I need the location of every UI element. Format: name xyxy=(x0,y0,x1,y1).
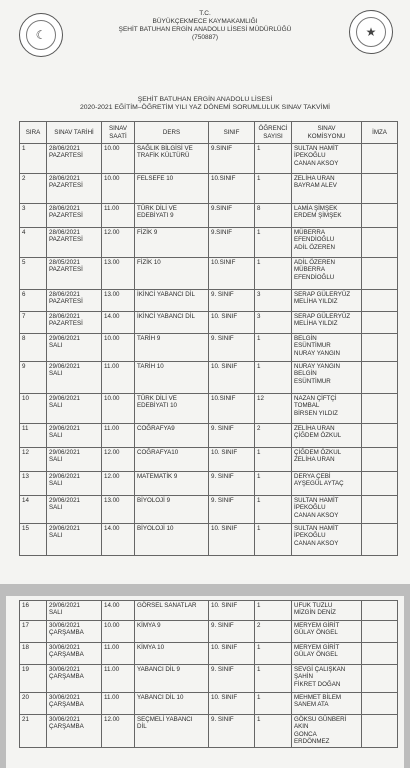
exam-date: 30/06/2021 ÇARŞAMBA xyxy=(47,693,102,715)
class-level: 9.SINIF xyxy=(209,204,255,228)
row-number: 1 xyxy=(20,144,47,174)
class-level: 10. SINIF xyxy=(209,643,255,665)
row-number: 21 xyxy=(20,715,47,748)
signature-cell xyxy=(362,601,398,621)
row-number: 12 xyxy=(20,448,47,472)
exam-time: 12.00 xyxy=(102,715,135,748)
header-committee: SINAV KOMİSYONU xyxy=(292,122,362,144)
table-row xyxy=(20,524,398,556)
table-row xyxy=(20,334,398,362)
row-number: 5 xyxy=(20,258,47,290)
exam-date: 30/06/2021 ÇARŞAMBA xyxy=(47,665,102,693)
student-count: 1 xyxy=(255,496,292,524)
class-level: 9. SINIF xyxy=(209,424,255,448)
course-name: YABANCI DİL 10 xyxy=(135,693,209,715)
table-row xyxy=(20,144,398,174)
row-number: 2 xyxy=(20,174,47,204)
table-header-row xyxy=(20,122,398,144)
exam-time: 10.00 xyxy=(102,621,135,643)
student-count: 1 xyxy=(255,258,292,290)
exam-time: 14.00 xyxy=(102,312,135,334)
student-count: 1 xyxy=(255,601,292,621)
course-name: KİMYA 9 xyxy=(135,621,209,643)
header-time: SINAV SAATİ xyxy=(102,122,135,144)
table-row xyxy=(20,204,398,228)
table-row xyxy=(20,290,398,312)
exam-time: 11.00 xyxy=(102,643,135,665)
class-level: 10. SINIF xyxy=(209,524,255,556)
course-name: BİYOLOJİ 9 xyxy=(135,496,209,524)
exam-time: 13.00 xyxy=(102,290,135,312)
student-count: 1 xyxy=(255,643,292,665)
course-name: TÜRK DİLİ VE EDEBİYATI 9 xyxy=(135,204,209,228)
exam-time: 10.00 xyxy=(102,174,135,204)
student-count: 1 xyxy=(255,472,292,496)
exam-committee: MÜBERRA EFENDİOĞLU ADİL ÖZEREN xyxy=(292,228,362,258)
exam-date: 29/06/2021 SALI xyxy=(47,362,102,394)
student-count: 3 xyxy=(255,290,292,312)
row-number: 17 xyxy=(20,621,47,643)
student-count: 1 xyxy=(255,362,292,394)
course-name: BİYOLOJİ 10 xyxy=(135,524,209,556)
table-row xyxy=(20,715,398,748)
student-count: 12 xyxy=(255,394,292,424)
row-number: 15 xyxy=(20,524,47,556)
class-level: 9. SINIF xyxy=(209,621,255,643)
table-row xyxy=(20,424,398,448)
exam-committee: SERAP GÜLERYÜZ MELİHA YILDIZ xyxy=(292,290,362,312)
exam-time: 12.00 xyxy=(102,228,135,258)
exam-committee: SULTAN HAMİT İPEKOĞLU CANAN AKSOY xyxy=(292,524,362,556)
class-level: 10. SINIF xyxy=(209,312,255,334)
student-count: 1 xyxy=(255,448,292,472)
exam-committee: MERYEM GİRİT GÜLAY ÖNGEL xyxy=(292,643,362,665)
class-level: 10.SINIF xyxy=(209,258,255,290)
row-number: 3 xyxy=(20,204,47,228)
signature-cell xyxy=(362,524,398,556)
exam-date: 28/06/2021 PAZARTESİ xyxy=(47,312,102,334)
exam-committee: BELGİN ESÜNTİMUR NURAY YANGIN xyxy=(292,334,362,362)
course-name: MATEMATİK 9 xyxy=(135,472,209,496)
signature-cell xyxy=(362,290,398,312)
student-count: 1 xyxy=(255,665,292,693)
exam-committee: SULTAN HAMİT İPEKOĞLU CANAN AKSOY xyxy=(292,496,362,524)
class-level: 9. SINIF xyxy=(209,334,255,362)
signature-cell xyxy=(362,144,398,174)
class-level: 10.SINIF xyxy=(209,394,255,424)
student-count: 1 xyxy=(255,524,292,556)
exam-date: 28/06/2021 PAZARTESİ xyxy=(47,174,102,204)
title-school: ŞEHİT BATUHAN ERGİN ANADOLU LİSESİ xyxy=(137,96,273,103)
table-row xyxy=(20,643,398,665)
student-count: 1 xyxy=(255,334,292,362)
exam-time: 12.00 xyxy=(102,472,135,496)
class-level: 9. SINIF xyxy=(209,290,255,312)
class-level: 9.SINIF xyxy=(209,144,255,174)
signature-cell xyxy=(362,621,398,643)
exam-date: 29/06/2021 SALI xyxy=(47,424,102,448)
exam-committee: UFUK TUZLU MİZGİN DENİZ xyxy=(292,601,362,621)
signature-cell xyxy=(362,643,398,665)
row-number: 19 xyxy=(20,665,47,693)
table-row xyxy=(20,228,398,258)
exam-committee: ZELİHA URAN BAYRAM ALEV xyxy=(292,174,362,204)
exam-committee: GÖKSU GÜNBERİ AKIN GONCA ERDÖNMEZ xyxy=(292,715,362,748)
table-row xyxy=(20,472,398,496)
header-code: (750887) xyxy=(191,34,219,41)
header-course: DERS xyxy=(135,122,209,144)
header-signature: İMZA xyxy=(362,122,398,144)
class-level: 10. SINIF xyxy=(209,693,255,715)
exam-date: 28/06/2021 PAZARTESİ xyxy=(47,290,102,312)
signature-cell xyxy=(362,715,398,748)
student-count: 1 xyxy=(255,693,292,715)
exam-date: 30/06/2021 ÇARŞAMBA xyxy=(47,621,102,643)
signature-cell xyxy=(362,228,398,258)
exam-time: 10.00 xyxy=(102,394,135,424)
exam-time: 10.00 xyxy=(102,334,135,362)
row-number: 4 xyxy=(20,228,47,258)
course-name: İKİNCİ YABANCI DİL xyxy=(135,312,209,334)
signature-cell xyxy=(362,693,398,715)
exam-committee: MEHMET BİLEM SANEM ATA xyxy=(292,693,362,715)
exam-time: 11.00 xyxy=(102,362,135,394)
school-emblem-icon: ★ xyxy=(349,10,393,54)
course-name: COĞRAFYA9 xyxy=(135,424,209,448)
exam-date: 29/06/2021 SALI xyxy=(47,496,102,524)
course-name: FİZİK 9 xyxy=(135,228,209,258)
student-count: 1 xyxy=(255,715,292,748)
row-number: 7 xyxy=(20,312,47,334)
course-name: FELSEFE 10 xyxy=(135,174,209,204)
exam-date: 28/06/2021 PAZARTESİ xyxy=(47,144,102,174)
exam-date: 29/06/2021 SALI xyxy=(47,601,102,621)
table-row xyxy=(20,496,398,524)
exam-time: 11.00 xyxy=(102,665,135,693)
exam-time: 13.00 xyxy=(102,496,135,524)
exam-schedule-table-continued xyxy=(19,600,398,748)
exam-committee: ADİL ÖZEREN MÜBERRA EFENDİOĞLU xyxy=(292,258,362,290)
exam-committee: DERYA ÇEBİ AYŞEGÜL AYTAÇ xyxy=(292,472,362,496)
table-row xyxy=(20,448,398,472)
course-name: KİMYA 10 xyxy=(135,643,209,665)
header-date: SINAV TARİHİ xyxy=(47,122,102,144)
exam-committee: ÇİĞDEM ÖZKUL ZELİHA URAN xyxy=(292,448,362,472)
course-name: YABANCI DİL 9 xyxy=(135,665,209,693)
course-name: SAĞLIK BİLGİSİ VE TRAFİK KÜLTÜRÜ xyxy=(135,144,209,174)
exam-schedule-table xyxy=(19,121,398,556)
table-row xyxy=(20,174,398,204)
student-count: 1 xyxy=(255,228,292,258)
table-row xyxy=(20,312,398,334)
exam-time: 11.00 xyxy=(102,693,135,715)
class-level: 10. SINIF xyxy=(209,448,255,472)
header-tc: T.C. xyxy=(199,10,211,17)
exam-date: 28/06/2021 PAZARTESİ xyxy=(47,228,102,258)
ministry-seal-icon: ☾ xyxy=(19,13,63,57)
course-name: COĞRAFYA10 xyxy=(135,448,209,472)
row-number: 14 xyxy=(20,496,47,524)
class-level: 10. SINIF xyxy=(209,362,255,394)
course-name: GÖRSEL SANATLAR xyxy=(135,601,209,621)
signature-cell xyxy=(362,204,398,228)
signature-cell xyxy=(362,448,398,472)
row-number: 8 xyxy=(20,334,47,362)
exam-committee: SEVGİ ÇALIŞKAN ŞAHİN FİKRET DOĞAN xyxy=(292,665,362,693)
course-name: SEÇMELİ YABANCI DİL xyxy=(135,715,209,748)
header-count: ÖĞRENCİ SAYISI xyxy=(255,122,292,144)
signature-cell xyxy=(362,312,398,334)
header-office: BÜYÜKÇEKMECE KAYMAKAMLIĞI xyxy=(152,18,258,25)
class-level: 9. SINIF xyxy=(209,665,255,693)
signature-cell xyxy=(362,334,398,362)
class-level: 9. SINIF xyxy=(209,472,255,496)
row-number: 20 xyxy=(20,693,47,715)
exam-date: 29/06/2021 SALI xyxy=(47,472,102,496)
table-row xyxy=(20,601,398,621)
signature-cell xyxy=(362,496,398,524)
student-count: 1 xyxy=(255,144,292,174)
exam-committee: SULTAN HAMİT İPEKOĞLU CANAN AKSOY xyxy=(292,144,362,174)
exam-committee: MERYEM GİRİT GÜLAY ÖNGEL xyxy=(292,621,362,643)
exam-committee: NAZAN ÇİFTÇİ TOMBAL BİRSEN YILDIZ xyxy=(292,394,362,424)
exam-date: 29/06/2021 SALI xyxy=(47,334,102,362)
class-level: 9. SINIF xyxy=(209,715,255,748)
exam-committee: LAMİA ŞİMŞEK ERDEM ŞİMŞEK xyxy=(292,204,362,228)
class-level: 9. SINIF xyxy=(209,496,255,524)
table-row xyxy=(20,693,398,715)
exam-date: 29/06/2021 SALI xyxy=(47,448,102,472)
title-exam: 2020-2021 EĞİTİM–ÖĞRETİM YILI YAZ DÖNEMİ SORUMLULUK SINAV TAKVİMİ xyxy=(79,104,331,111)
row-number: 6 xyxy=(20,290,47,312)
exam-time: 11.00 xyxy=(102,424,135,448)
exam-time: 12.00 xyxy=(102,448,135,472)
exam-committee: SERAP GÜLERYÜZ MELİHA YILDIZ xyxy=(292,312,362,334)
student-count: 8 xyxy=(255,204,292,228)
signature-cell xyxy=(362,472,398,496)
course-name: TARİH 10 xyxy=(135,362,209,394)
course-name: İKİNCİ YABANCI DİL xyxy=(135,290,209,312)
exam-time: 14.00 xyxy=(102,524,135,556)
exam-committee: NURAY YANGIN BELGİN ESÜNTİMUR xyxy=(292,362,362,394)
header-sira: SIRA xyxy=(20,122,47,144)
student-count: 3 xyxy=(255,312,292,334)
exam-date: 30/06/2021 ÇARŞAMBA xyxy=(47,643,102,665)
row-number: 10 xyxy=(20,394,47,424)
signature-cell xyxy=(362,394,398,424)
table-row xyxy=(20,665,398,693)
exam-date: 29/06/2021 SALI xyxy=(47,394,102,424)
document-page-2 xyxy=(6,596,404,768)
exam-committee: ZELİHA URAN ÇİĞDEM ÖZKUL xyxy=(292,424,362,448)
exam-date: 28/05/2021 PAZARTESİ xyxy=(47,258,102,290)
table-row xyxy=(20,362,398,394)
course-name: FİZİK 10 xyxy=(135,258,209,290)
exam-date: 30/06/2021 ÇARŞAMBA xyxy=(47,715,102,748)
class-level: 9.SINIF xyxy=(209,228,255,258)
course-name: TÜRK DİLİ VE EDEBİYATI 10 xyxy=(135,394,209,424)
exam-time: 13.00 xyxy=(102,258,135,290)
signature-cell xyxy=(362,258,398,290)
exam-time: 10.00 xyxy=(102,144,135,174)
table-row xyxy=(20,621,398,643)
exam-date: 28/06/2021 PAZARTESİ xyxy=(47,204,102,228)
signature-cell xyxy=(362,174,398,204)
exam-date: 29/06/2021 SALI xyxy=(47,524,102,556)
header-directorate: ŞEHİT BATUHAN ERGİN ANADOLU LİSESİ MÜDÜRLÜĞÜ xyxy=(118,26,292,33)
student-count: 1 xyxy=(255,174,292,204)
row-number: 9 xyxy=(20,362,47,394)
row-number: 18 xyxy=(20,643,47,665)
table-row xyxy=(20,394,398,424)
row-number: 13 xyxy=(20,472,47,496)
student-count: 2 xyxy=(255,424,292,448)
row-number: 16 xyxy=(20,601,47,621)
header-grade: SINIF xyxy=(209,122,255,144)
class-level: 10. SINIF xyxy=(209,601,255,621)
course-name: TARİH 9 xyxy=(135,334,209,362)
row-number: 11 xyxy=(20,424,47,448)
exam-time: 14.00 xyxy=(102,601,135,621)
class-level: 10.SINIF xyxy=(209,174,255,204)
exam-time: 11.00 xyxy=(102,204,135,228)
signature-cell xyxy=(362,362,398,394)
signature-cell xyxy=(362,424,398,448)
table-row xyxy=(20,258,398,290)
student-count: 2 xyxy=(255,621,292,643)
signature-cell xyxy=(362,665,398,693)
